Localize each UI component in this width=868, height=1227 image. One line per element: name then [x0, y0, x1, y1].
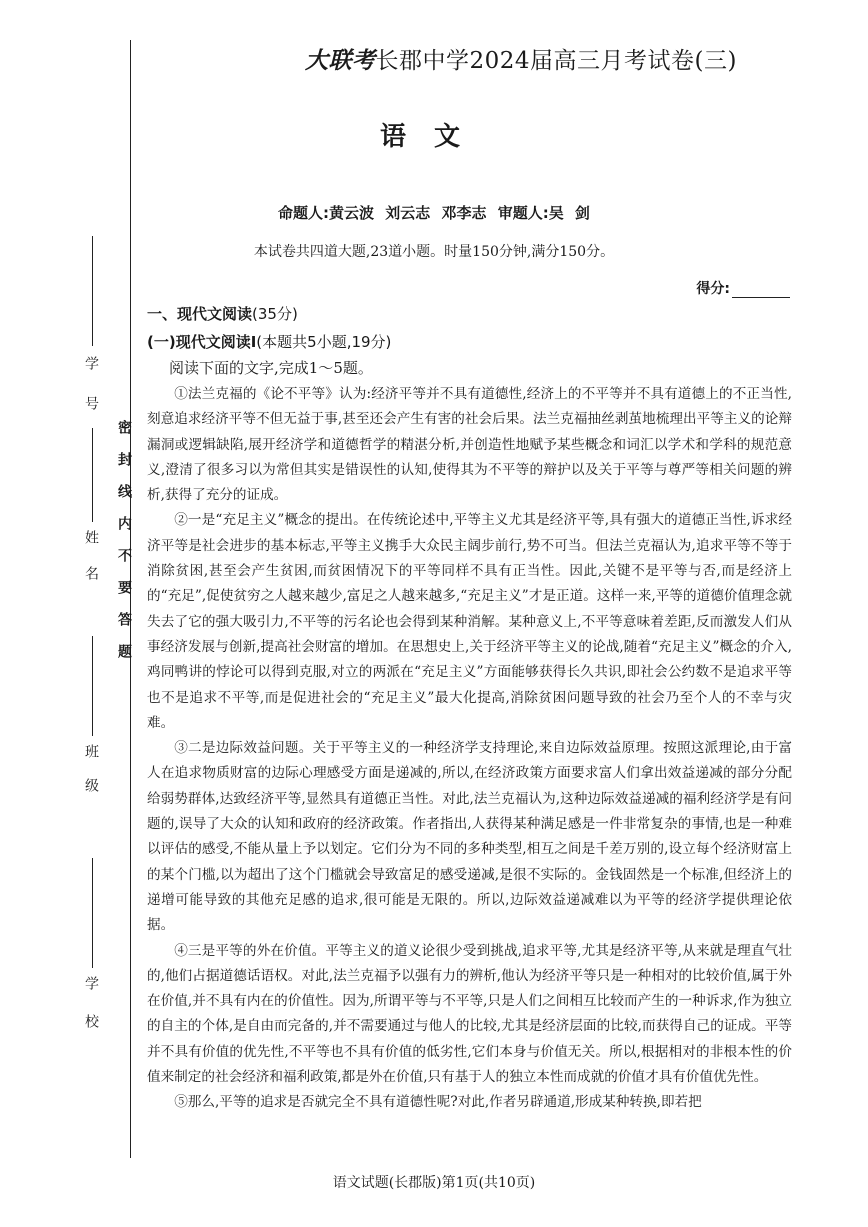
- passage-paragraph-3: ③二是边际效益问题。关于平等主义的一种经济学支持理论,来自边际效益原理。按照这派理论,由于富人在追求物质财富的边际心理感受方面是递减的,所以,在经济政策方面要求富人们拿出效益递减的部分分配给弱势群体,达致经济平等,显然具有道德正当性。对此,法兰克福认为,这种边际效益递减的福利经济学是有问题的,误导了大众的认知和政府的经济政策。作者指出,人获得某种满足感是一件非常复杂的事情,也是一种难以评估的感受,不能从量上予以划定。它们分为不同的多种类型,相互之间是千差万别的,设立每个经济财富上的某个门槛,以为超出了这个门槛就会导致富足的感受递减,是很不实际的。金钱固然是一个标准,但经济上的递增可能导致的其他充足感的追求,很可能是无限的。所以,边际效益递减难以为平等的经济学提供理论依据。: [147, 740, 792, 934]
- section-title: 一、现代文阅读: [147, 305, 253, 323]
- subsection-info: (本题共5小题,19分): [256, 333, 392, 351]
- exam-info: 本试卷共四道大题,23道小题。时量150分钟,满分150分。: [253, 244, 615, 260]
- class-label: 班级: [83, 744, 99, 812]
- class-blank[interactable]: [90, 636, 93, 736]
- student-number-label: 学号: [83, 356, 99, 436]
- exam-title: [305, 42, 737, 75]
- school-label: 学校: [83, 976, 99, 1052]
- student-number-field[interactable]: [81, 236, 101, 436]
- subsection-heading: [147, 331, 391, 352]
- passage-paragraph-4: ④三是平等的外在价值。平等主义的道义论很少受到挑战,追求平等,尤其是经济平等,从来就是理直气壮的,他们占据道德话语权。对此,法兰克福予以强有力的辨析,他认为经济平等只是一种相对的比较价值,属于外在价值,并不具有内在的价值性。因为,所谓平等与不平等,只是人们之间相互比较而产生的一种诉求,作为独立的自主的个体,是自由而完备的,并不需要通过与他人的比较,尤其是经济层面的比较,而获得自己的证成。平等并不具有价值的优先性,不平等也不具有价值的低劣性,它们本身与价值无关。所以,根据相对的非根本性的价值来制定的社会经济和福利政策,都是外在价值,只有基于人的独立本性而成就的价值才具有价值优先性。: [147, 942, 792, 1086]
- name-field[interactable]: [81, 428, 101, 602]
- score-field[interactable]: [696, 278, 790, 298]
- exam-title-text: 长郡中学2024届高三月考试卷(三): [375, 48, 737, 74]
- subsection-title: (一)现代文阅读Ⅰ: [147, 333, 257, 351]
- reading-instruction: 阅读下面的文字,完成1～5题。: [169, 359, 373, 377]
- section-heading: [147, 303, 298, 324]
- section-points: (35分): [252, 305, 298, 323]
- seal-notice: 密封线内不要答题: [116, 420, 132, 676]
- brand-logo: 大联考: [305, 47, 376, 74]
- reading-passage: [147, 382, 792, 1116]
- subject-title: 语文: [379, 122, 488, 152]
- name-blank[interactable]: [90, 428, 93, 522]
- class-field[interactable]: [81, 636, 101, 812]
- passage-paragraph-5: ⑤那么,平等的追求是否就完全不具有道德性呢?对此,作者另辟通道,形成某种转换,即若把: [174, 1094, 702, 1111]
- school-field[interactable]: [81, 858, 101, 1052]
- school-blank[interactable]: [90, 858, 93, 968]
- score-label: 得分:: [696, 281, 730, 297]
- score-blank[interactable]: [732, 283, 790, 298]
- passage-paragraph-1: ①法兰克福的《论不平等》认为:经济平等并不具有道德性,经济上的不平等并不具有道德上的不正当性,刻意追求经济平等不但无益于事,甚至还会产生有害的社会后果。法兰克福抽丝剥茧地梳理出平等主义的论辩漏洞或逻辑缺陷,展开经济学和道德哲学的精湛分析,并创造性地赋予某些概念和词汇以学术和学科的规范意义,澄清了很多习以为常但其实是错误性的认知,使得其为不平等的辩护以及关于平等与尊严等相关问题的辨析,获得了充分的证成。: [147, 386, 792, 504]
- name-label: 姓名: [83, 530, 99, 602]
- authors-line: 命题人:黄云波 刘云志 邓李志 审题人:吴 剑: [278, 204, 590, 222]
- page-footer: 语文试题(长郡版)第1页(共10页): [332, 1175, 536, 1191]
- passage-paragraph-2: ②一是“充足主义”概念的提出。在传统论述中,平等主义尤其是经济平等,具有强大的道德正当性,诉求经济平等是社会进步的基本标志,平等主义携手大众民主阔步前行,势不可当。但法兰克福认为,追求平等不等于消除贫困,甚至会产生贫困,而贫困情况下的平等同样不具有正当性。因此,关键不是平等与否,而是经济上的“充足”,促使贫穷之人越来越少,富足之人越来越多,“充足主义”才是正道。这样一来,平等的道德价值理念就失去了它的强大吸引力,不平等的污名论也会得到某种消解。某种意义上,不平等意味着差距,反而激发人们从事经济发展与创新,提高社会财富的增加。在思想史上,关于经济平等主义的论战,随着“充足主义”概念的介入,鸡同鸭讲的悖论可以得到克服,对立的两派在“充足主义”方面能够获得长久共识,即社会公约数不是追求平等也不是追求不平等,而是促进社会的“充足主义”最大化提高,消除贫困问题导致的社会乃至个人的不幸与灾难。: [147, 512, 792, 731]
